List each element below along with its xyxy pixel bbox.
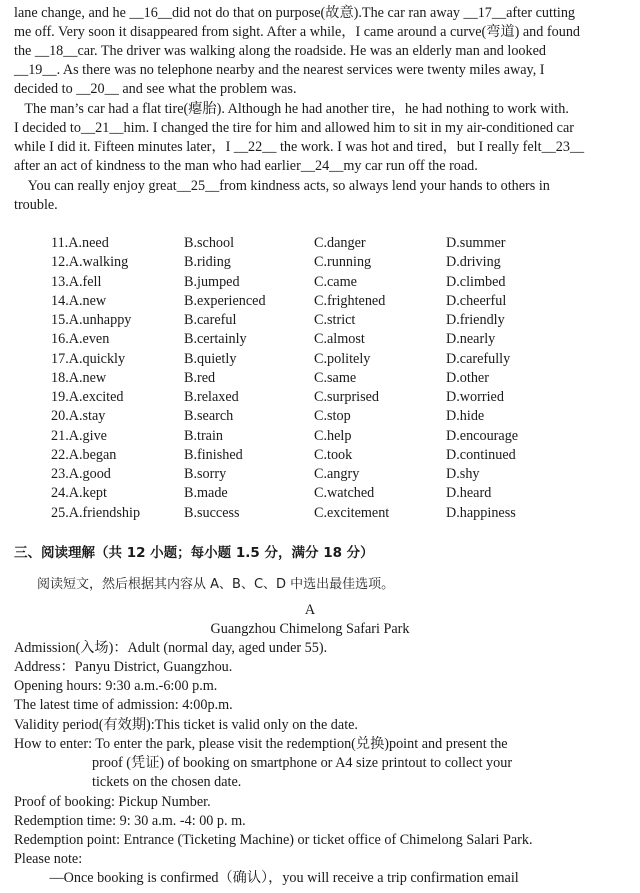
option-c: C.excitement — [314, 504, 390, 521]
option-row — [0, 369, 640, 388]
ticket-line: Redemption time: 9: 30 a.m. -4: 00 p. m. — [14, 813, 246, 829]
ticket-line: Redemption point: Entrance (Ticketing Machine) or ticket office of Chimelong Salari Park. — [14, 832, 533, 848]
ticket-line: Opening hours: 9:30 a.m.-6:00 p.m. — [14, 678, 218, 694]
option-row — [0, 253, 640, 272]
option-c: C.politely — [314, 350, 371, 367]
option-row — [0, 292, 640, 311]
option-d: D.summer — [446, 235, 506, 251]
ticket-line: proof (凭证) of booking on smartphone or A4 size printout to collect your — [14, 755, 513, 771]
passage-line: while I did it. Fifteen minutes later，I __22__ the work. I was hot and tired，but I really felt__23__ — [14, 139, 585, 155]
option-c: C.same — [314, 369, 357, 386]
passage-line: The man’s car had a flat tire(瘪胎). Although he had another tire，he had nothing to work with. — [14, 101, 569, 117]
option-c: C.angry — [314, 466, 360, 482]
option-c: C.almost — [314, 331, 365, 348]
option-d: D.encourage — [446, 427, 519, 444]
option-row — [0, 273, 640, 292]
ticket-line: Admission(入场)：Adult (normal day, aged under 55). — [14, 640, 328, 656]
option-b: B.careful — [184, 312, 237, 328]
option-d: D.climbed — [446, 273, 506, 290]
option-b: B.made — [184, 485, 228, 502]
option-b: B.sorry — [184, 466, 227, 482]
option-b: B.riding — [184, 254, 231, 271]
option-c: C.watched — [314, 485, 375, 502]
option-row — [0, 350, 640, 369]
option-b: B.red — [184, 369, 216, 386]
option-row — [0, 504, 640, 523]
passage-line: trouble. — [14, 197, 58, 213]
option-c: C.help — [314, 427, 352, 444]
passage-label: A — [304, 602, 316, 618]
option-a: 12.A.walking — [51, 254, 129, 271]
option-c: C.frightened — [314, 292, 386, 309]
option-c: C.surprised — [314, 389, 380, 405]
option-b: B.school — [184, 235, 235, 251]
ticket-line: Please note: — [14, 851, 83, 867]
option-a: 15.A.unhappy — [51, 312, 132, 328]
option-a: 20.A.stay — [51, 408, 106, 425]
option-row — [0, 484, 640, 503]
option-c: C.came — [314, 273, 357, 290]
option-d: D.nearly — [446, 331, 496, 348]
option-row — [0, 311, 640, 330]
passage-line: after an act of kindness to the man who had earlier__24__my car run off the road. — [14, 158, 478, 174]
option-b: B.train — [184, 427, 224, 444]
ticket-line: How to enter: To enter the park, please visit the redemption(兑换)point and present the — [14, 736, 508, 752]
option-d: D.driving — [446, 254, 501, 271]
option-row — [0, 407, 640, 426]
option-row — [0, 427, 640, 446]
option-d: D.cheerful — [446, 292, 507, 309]
passage-line: You can really enjoy great__25__from kindness acts, so always lend your hands to others in — [14, 178, 550, 194]
passage-title: Guangzhou Chimelong Safari Park — [210, 621, 410, 637]
option-a: 14.A.new — [51, 292, 107, 309]
option-row — [0, 234, 640, 253]
ticket-line: —Once booking is confirmed（确认），you will receive a trip confirmation email — [14, 870, 519, 886]
option-a: 21.A.give — [51, 427, 107, 444]
ticket-line: The latest time of admission: 4:00p.m. — [14, 697, 233, 713]
option-b: B.success — [184, 504, 240, 521]
option-a: 25.A.friendship — [51, 504, 141, 521]
option-d: D.hide — [446, 408, 485, 425]
ticket-line: Proof of booking: Pickup Number. — [14, 794, 211, 810]
option-row — [0, 388, 640, 407]
option-a: 22.A.began — [51, 446, 117, 463]
option-b: B.quietly — [184, 350, 237, 367]
option-d: D.heard — [446, 485, 492, 502]
option-a: 17.A.quickly — [51, 350, 126, 367]
option-a: 24.A.kept — [51, 485, 107, 502]
option-a: 11.A.need — [51, 235, 109, 251]
option-row — [0, 446, 640, 465]
ticket-line: tickets on the chosen date. — [14, 774, 242, 790]
option-a: 19.A.excited — [51, 389, 124, 405]
option-d: D.other — [446, 369, 489, 386]
option-b: B.certainly — [184, 331, 247, 348]
option-c: C.running — [314, 254, 372, 271]
option-b: B.experienced — [184, 292, 266, 309]
option-row — [0, 330, 640, 349]
option-d: D.friendly — [446, 312, 505, 328]
option-b: B.relaxed — [184, 389, 239, 405]
option-row — [0, 465, 640, 484]
option-b: B.jumped — [184, 273, 240, 290]
option-c: C.strict — [314, 312, 356, 328]
option-b: B.finished — [184, 446, 243, 463]
section-heading: 三、阅读理解（共 12 小题；每小题 1.5 分，满分 18 分） — [14, 545, 374, 561]
ticket-line: Address：Panyu District, Guangzhou. — [14, 659, 233, 675]
option-a: 23.A.good — [51, 466, 111, 482]
ticket-line: Validity period(有效期):This ticket is valid only on the date. — [14, 717, 358, 733]
passage-line: I decided to__21__him. I changed the tire for him and allowed him to sit in my air-conditioned car — [14, 120, 574, 136]
passage-line: the __18__car. The driver was walking along the roadside. He was an elderly man and looked — [14, 43, 547, 59]
option-a: 13.A.fell — [51, 273, 102, 290]
option-a: 16.A.even — [51, 331, 110, 348]
option-a: 18.A.new — [51, 369, 107, 386]
option-d: D.carefully — [446, 350, 511, 367]
passage-line: __19__. As there was no telephone nearby and the nearest services were twenty miles away, I — [14, 62, 545, 78]
option-c: C.danger — [314, 235, 366, 251]
passage-line: decided to __20__ and see what the problem was. — [14, 81, 297, 97]
option-b: B.search — [184, 408, 234, 425]
option-c: C.stop — [314, 408, 351, 425]
passage-line: lane change, and he __16__did not do that on purpose(故意).The car ran away __17__after cutting — [14, 5, 576, 21]
passage-line: me off. Very soon it disappeared from sight. After a while，I came around a curve(弯道) and found — [14, 24, 581, 40]
section-instruction: 阅读短文，然后根据其内容从 A、B、C、D 中选出最佳选项。 — [37, 577, 395, 592]
option-c: C.took — [314, 446, 353, 463]
option-d: D.shy — [446, 466, 480, 482]
option-d: D.happiness — [446, 504, 516, 521]
option-d: D.worried — [446, 389, 504, 405]
option-d: D.continued — [446, 446, 516, 463]
